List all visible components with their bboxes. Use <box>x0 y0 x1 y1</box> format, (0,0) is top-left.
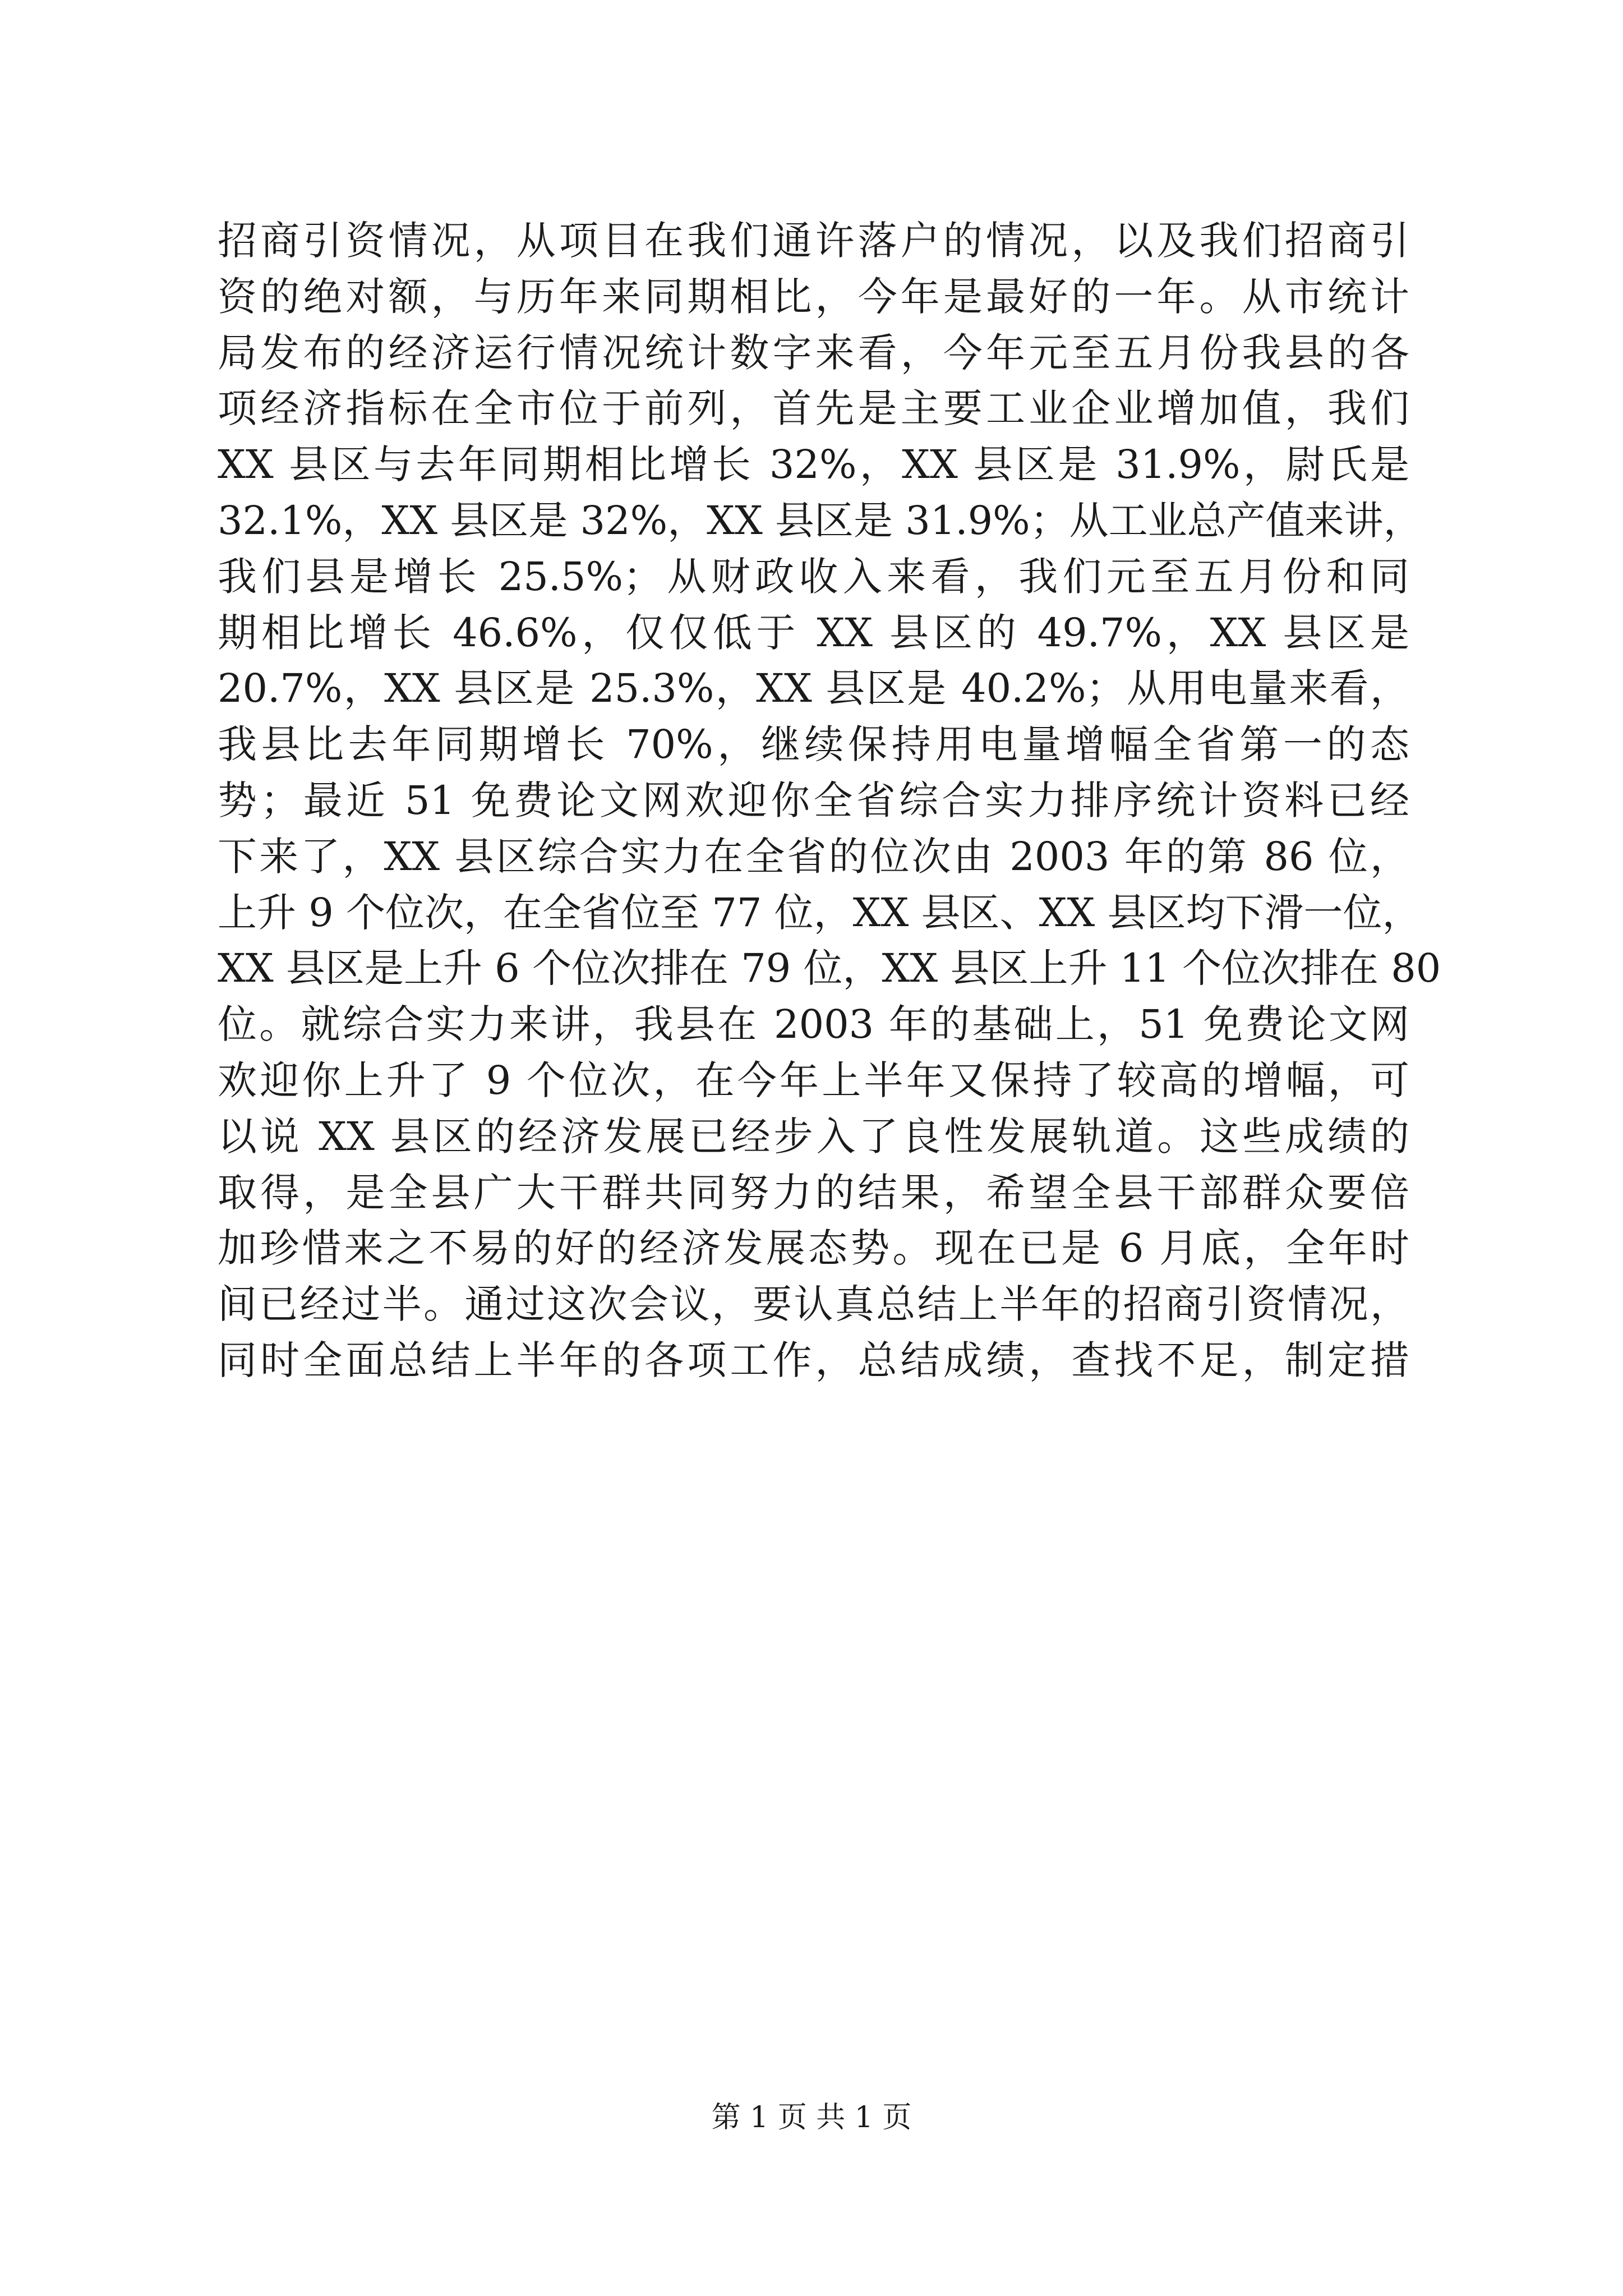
text-line-16: 欢迎你上升了 9 个位次，在今年上半年又保持了较高的增幅，可 <box>218 1057 1409 1103</box>
text-line-12: 下来了，XX 县区综合实力在全省的位次由 2003 年的第 86 位， <box>218 833 1409 880</box>
text-line-10: 我县比去年同期增长 70%，继续保持用电量增幅全省第一的态 <box>218 721 1409 768</box>
text-line-5: XX 县区与去年同期相比增长 32%，XX 县区是 31.9%，尉氏是 <box>218 441 1409 488</box>
text-line-19: 加珍惜来之不易的好的经济发展态势。现在已是 6 月底，全年时 <box>218 1225 1409 1272</box>
text-line-18: 取得，是全县广大干群共同努力的结果，希望全县干部群众要倍 <box>218 1169 1409 1216</box>
text-line-21: 同时全面总结上半年的各项工作，总结成绩，查找不足，制定措 <box>218 1337 1409 1383</box>
page-number-footer: 第 1 页 共 1 页 <box>711 2101 912 2134</box>
text-line-13: 上升 9 个位次，在全省位至 77 位，XX 县区、XX 县区均下滑一位， <box>218 889 1422 936</box>
body-text <box>218 213 1441 1389</box>
text-line-17: 以说 XX 县区的经济发展已经步入了良性发展轨道。这些成绩的 <box>218 1113 1409 1159</box>
text-line-3: 局发布的经济运行情况统计数字来看，今年元至五月份我县的各 <box>218 329 1409 376</box>
text-line-6: 32.1%，XX 县区是 32%，XX 县区是 31.9%；从工业总产值来讲， <box>218 497 1423 544</box>
text-line-4: 项经济指标在全市位于前列，首先是主要工业企业增加值，我们 <box>218 385 1409 432</box>
text-line-14: XX 县区是上升 6 个位次排在 79 位，XX 县区上升 11 个位次排在 80 <box>218 945 1441 992</box>
text-line-9: 20.7%，XX 县区是 25.3%，XX 县区是 40.2%；从用电量来看， <box>218 665 1409 712</box>
text-line-20: 间已经过半。通过这次会议，要认真总结上半年的招商引资情况， <box>218 1281 1409 1328</box>
text-line-11: 势；最近 51 免费论文网欢迎你全省综合实力排序统计资料已经 <box>218 777 1409 823</box>
text-line-15: 位。就综合实力来讲，我县在 2003 年的基础上，51 免费论文网 <box>218 1001 1409 1048</box>
text-line-2: 资的绝对额，与历年来同期相比，今年是最好的一年。从市统计 <box>218 273 1409 320</box>
text-line-7: 我们县是增长 25.5%；从财政收入来看，我们元至五月份和同 <box>218 553 1409 600</box>
text-line-8: 期相比增长 46.6%，仅仅低于 XX 县区的 49.7%，XX 县区是 <box>218 609 1409 656</box>
text-line-1: 招商引资情况，从项目在我们通许落户的情况，以及我们招商引 <box>218 218 1409 264</box>
